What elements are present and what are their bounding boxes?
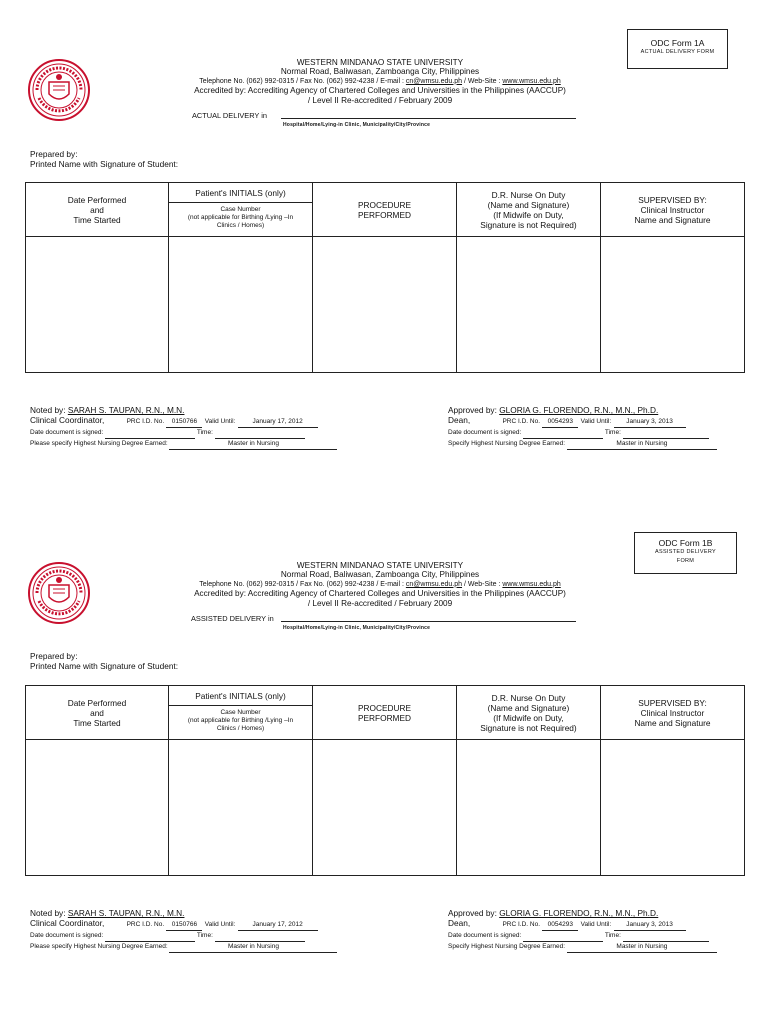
delivery-table — [25, 685, 745, 876]
noted-valid-date: January 17, 2012 — [238, 920, 318, 931]
noted-valid-date: January 17, 2012 — [238, 417, 318, 428]
header-case-number: Case Number (not applicable for Birthing /Lying –In Clinics / Homes) — [169, 203, 313, 237]
header-patient-initials: Patient's INITIALS (only) — [169, 686, 313, 706]
header-case-number: Case Number (not applicable for Birthing /Lying –In Clinics / Homes) — [169, 706, 313, 740]
delivery-location-field[interactable] — [281, 621, 576, 622]
cell-procedure[interactable] — [313, 740, 457, 876]
approved-name: GLORIA G. FLORENDO, R.N., M.N., Ph.D. — [499, 908, 659, 918]
form-code: ODC Form 1B — [658, 538, 713, 548]
email-link[interactable]: cn@wmsu.edu.ph — [405, 580, 463, 588]
header-dr-nurse: D.R. Nurse On Duty (Name and Signature) (If Midwife on Duty, Signature is not Required) — [457, 183, 601, 237]
university-contact — [170, 77, 590, 86]
noted-degree: Master in Nursing — [169, 942, 337, 953]
form-code-box — [627, 29, 728, 69]
accreditation-line-1: Accredited by: Accrediting Agency of Chartered Colleges and Universities in the Philippines (AACCUP) — [194, 589, 566, 599]
delivery-location-label: ASSISTED DELIVERY in — [191, 614, 274, 623]
university-address: Normal Road, Baliwasan, Zamboanga City, Philippines — [280, 570, 480, 580]
form-subtitle: ASSISTED DELIVERY FORM — [655, 549, 716, 564]
noted-name: SARAH S. TAUPAN, R.N., M.N. — [67, 908, 185, 918]
noted-position: Clinical Coordinator, — [30, 918, 105, 928]
noted-label: Noted by: — [30, 405, 66, 415]
university-seal-logo — [27, 561, 91, 625]
printed-name-label: Printed Name with Signature of Student: — [30, 661, 179, 671]
form-1a — [0, 0, 768, 500]
noted-time-field[interactable] — [215, 428, 305, 439]
prepared-by-block — [30, 651, 178, 671]
approved-by-block: Approved by: GLORIA G. FLORENDO, R.N., M.N., Ph.D. Dean, PRC I.D. No. 0054293 Valid Until: January 3, 2013 Date document is signed: Time: Specify Highest Nursing Degree Earned: Master in Nursing — [448, 405, 748, 450]
cell-date[interactable] — [26, 740, 169, 876]
noted-prc-no: 0150766 — [166, 417, 202, 428]
prepared-by-label: Prepared by: — [30, 149, 78, 159]
header-procedure: PROCEDURE PERFORMED — [313, 686, 457, 740]
cell-date[interactable] — [26, 237, 169, 373]
form-subtitle: ACTUAL DELIVERY FORM — [640, 49, 715, 55]
delivery-table — [25, 182, 745, 373]
table-row — [26, 740, 745, 876]
approved-position: Dean, — [448, 415, 471, 425]
approved-degree: Master in Nursing — [567, 942, 717, 953]
delivery-location-field[interactable] — [281, 118, 576, 119]
university-header — [170, 561, 590, 608]
noted-prc-no: 0150766 — [166, 920, 202, 931]
cell-supervisor[interactable] — [601, 237, 745, 373]
noted-name: SARAH S. TAUPAN, R.N., M.N. — [67, 405, 185, 415]
approved-label: Approved by: — [448, 908, 497, 918]
printed-name-label: Printed Name with Signature of Student: — [30, 159, 179, 169]
cell-procedure[interactable] — [313, 237, 457, 373]
header-supervised-by: SUPERVISED BY: Clinical Instructor Name and Signature — [601, 686, 745, 740]
table-row — [26, 237, 745, 373]
university-header — [170, 58, 590, 105]
header-procedure: PROCEDURE PERFORMED — [313, 183, 457, 237]
delivery-location-label: ACTUAL DELIVERY in — [192, 111, 268, 120]
website-link[interactable]: www.wmsu.edu.ph — [502, 580, 561, 588]
cell-dr-nurse[interactable] — [457, 740, 601, 876]
noted-by-block: Noted by: SARAH S. TAUPAN, R.N., M.N. Clinical Coordinator, PRC I.D. No. 0150766 Valid Until: January 17, 2012 Date document is signed: Time: Please specify Highest Nursing Degree Earned: Master in Nursing — [30, 908, 390, 953]
form-code: ODC Form 1A — [650, 38, 705, 48]
noted-position: Clinical Coordinator, — [30, 415, 105, 425]
website-prefix: / Web-Site : — [462, 77, 503, 85]
header-date-performed: Date Performed and Time Started — [26, 183, 169, 237]
contact-text: Telephone No. (062) 992-0315 / Fax No. (062) 992-4238 / E-mail : — [199, 580, 406, 588]
approved-date-field[interactable] — [523, 428, 603, 439]
prepared-by-block — [30, 149, 178, 169]
approved-date-field[interactable] — [523, 931, 603, 942]
approved-prc-no: 0054293 — [542, 417, 578, 428]
cell-patient[interactable] — [169, 237, 313, 373]
approved-time-field[interactable] — [623, 931, 709, 942]
prepared-by-label: Prepared by: — [30, 651, 78, 661]
approved-prc-no: 0054293 — [542, 920, 578, 931]
noted-by-block: Noted by: SARAH S. TAUPAN, R.N., M.N. Clinical Coordinator, PRC I.D. No. 0150766 Valid Until: January 17, 2012 Date document is signed: Time: Please specify Highest Nursing Degree Earned: Master in Nursing — [30, 405, 390, 450]
accreditation-line-2: / Level II Re-accredited / February 2009 — [307, 598, 453, 608]
approved-time-field[interactable] — [623, 428, 709, 439]
noted-degree: Master in Nursing — [169, 439, 337, 450]
approved-label: Approved by: — [448, 405, 497, 415]
email-link[interactable]: cn@wmsu.edu.ph — [405, 77, 463, 85]
cell-dr-nurse[interactable] — [457, 237, 601, 373]
accreditation-line-2: / Level II Re-accredited / February 2009 — [307, 95, 453, 105]
university-seal-logo — [27, 58, 91, 122]
university-name: WESTERN MINDANAO STATE UNIVERSITY — [296, 561, 464, 570]
form-1b — [0, 503, 768, 1003]
approved-degree: Master in Nursing — [567, 439, 717, 450]
header-supervised-by: SUPERVISED BY: Clinical Instructor Name and Signature — [601, 183, 745, 237]
approved-name: GLORIA G. FLORENDO, R.N., M.N., Ph.D. — [499, 405, 659, 415]
header-dr-nurse: D.R. Nurse On Duty (Name and Signature) (If Midwife on Duty, Signature is not Required) — [457, 686, 601, 740]
approved-valid-date: January 3, 2013 — [614, 920, 686, 931]
website-link[interactable]: www.wmsu.edu.ph — [502, 77, 561, 85]
approved-position: Dean, — [448, 918, 471, 928]
delivery-location-hint: Hospital/Home/Lying-in Clinic, Municipality/City/Province — [283, 122, 431, 128]
website-prefix: / Web-Site : — [462, 580, 503, 588]
noted-date-field[interactable] — [105, 428, 195, 439]
cell-supervisor[interactable] — [601, 740, 745, 876]
header-date-performed: Date Performed and Time Started — [26, 686, 169, 740]
noted-time-field[interactable] — [215, 931, 305, 942]
contact-text: Telephone No. (062) 992-0315 / Fax No. (062) 992-4238 / E-mail : — [199, 77, 406, 85]
cell-patient[interactable] — [169, 740, 313, 876]
approved-valid-date: January 3, 2013 — [614, 417, 686, 428]
university-name: WESTERN MINDANAO STATE UNIVERSITY — [296, 58, 464, 67]
approved-by-block: Approved by: GLORIA G. FLORENDO, R.N., M.N., Ph.D. Dean, PRC I.D. No. 0054293 Valid Until: January 3, 2013 Date document is signed: Time: Specify Highest Nursing Degree Earned: Master in Nursing — [448, 908, 748, 953]
noted-date-field[interactable] — [105, 931, 195, 942]
noted-label: Noted by: — [30, 908, 66, 918]
university-address: Normal Road, Baliwasan, Zamboanga City, Philippines — [280, 67, 480, 77]
university-contact — [170, 580, 590, 589]
delivery-location-hint: Hospital/Home/Lying-in Clinic, Municipality/City/Province — [283, 625, 431, 631]
accreditation-line-1: Accredited by: Accrediting Agency of Chartered Colleges and Universities in the Philippines (AACCUP) — [194, 86, 566, 96]
form-code-box — [634, 532, 737, 574]
header-patient-initials: Patient's INITIALS (only) — [169, 183, 313, 203]
